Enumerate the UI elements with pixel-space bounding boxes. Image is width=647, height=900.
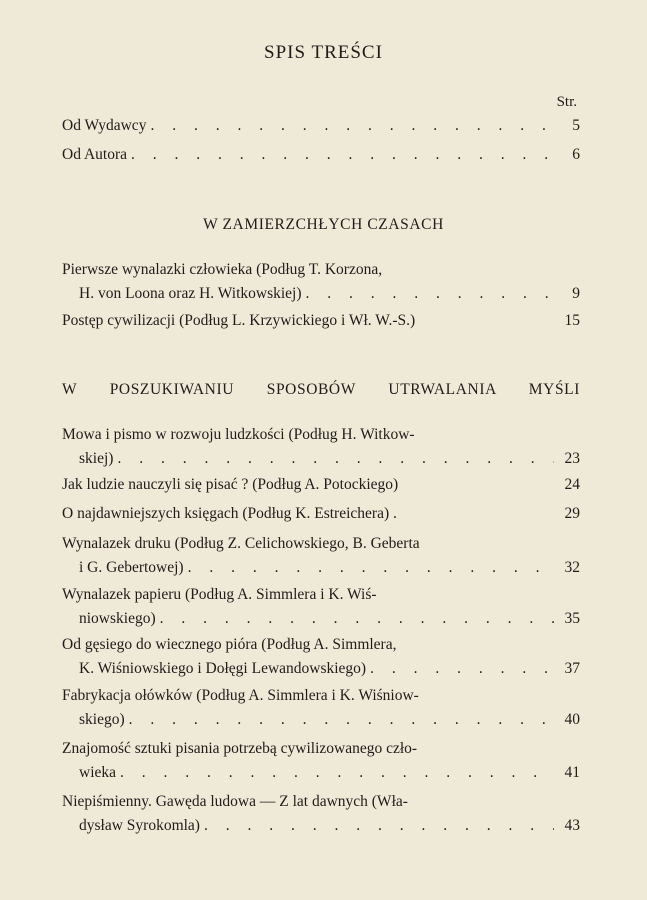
toc-entry-line2: H. von Loona oraz H. Witkowskiej) — [79, 285, 302, 302]
leader-dots — [370, 657, 554, 681]
toc-entry — [62, 473, 580, 497]
toc-entry — [62, 532, 580, 580]
toc-entry-line1: Mowa i pismo w rozwoju ludzkości (Podług H. Witkow- — [62, 426, 415, 443]
toc-entry-page: 15 — [564, 312, 580, 329]
toc-entry-line2: K. Wiśniowskiego i Dołęgi Lewandowskiego) — [79, 660, 367, 677]
section-heading: W POSZUKIWANIU SPOSOBÓW UTRWALANIA MYŚLI — [62, 381, 580, 398]
page-title: SPIS TREŚCI — [264, 42, 383, 63]
leader-dots — [131, 143, 554, 167]
toc-entry-line1: Pierwsze wynalazki człowieka (Podług T. Korzona, — [62, 261, 383, 278]
toc-entry-page: 35 — [564, 610, 580, 627]
toc-entry — [62, 583, 580, 631]
toc-entry-line1: O najdawniejszych księgach (Podług K. Estreichera) . — [62, 505, 397, 522]
toc-entry-line1: Fabrykacja ołówków (Podług A. Simmlera i K. Wiśniow- — [62, 687, 419, 704]
toc-entry-page: 43 — [564, 817, 580, 834]
toc-entry-line1: Od gęsiego do wiecznego pióra (Podług A. Simmlera, — [62, 636, 397, 653]
toc-entry-line2: skiego) — [79, 711, 125, 728]
toc-entry-line1: Znajomość sztuki pisania potrzebą cywilizowanego czło- — [62, 740, 418, 757]
toc-entry — [62, 633, 580, 681]
toc-entry — [62, 737, 580, 785]
leader-dots — [150, 114, 554, 138]
toc-entry-page: 40 — [564, 711, 580, 728]
toc-entry — [62, 790, 580, 838]
toc-entry-od-autora — [62, 143, 580, 167]
toc-entry-line1: Jak ludzie nauczyli się pisać ? (Podług A. Potockiego) — [62, 476, 399, 493]
leader-dots — [160, 607, 554, 631]
leader-dots — [204, 814, 554, 838]
toc-entry-page: 41 — [564, 764, 580, 781]
toc-entry — [62, 502, 580, 526]
toc-entry-line1: Niepiśmienny. Gawęda ludowa — Z lat dawnych (Wła- — [62, 793, 408, 810]
toc-entry-line2: wieka — [79, 764, 117, 781]
leader-dots — [306, 282, 554, 306]
toc-entry-line1: Wynalazek papieru (Podług A. Simmlera i K. Wiś- — [62, 586, 377, 603]
leader-dots — [117, 447, 554, 471]
toc-entry-page: 32 — [564, 559, 580, 576]
toc-entry-label: Od Autora — [62, 146, 128, 163]
leader-dots — [129, 708, 554, 732]
toc-entry-line1: Postęp cywilizacji (Podług L. Krzywickiego i Wł. W.-S.) — [62, 312, 416, 329]
toc-entry-line1: Wynalazek druku (Podług Z. Celichowskiego, B. Geberta — [62, 535, 420, 552]
toc-entry-page: 9 — [572, 285, 580, 302]
toc-entry-od-wydawcy — [62, 114, 580, 138]
toc-entry-page: 24 — [564, 476, 580, 493]
toc-entry-page: 6 — [572, 146, 580, 163]
toc-entry-line2: dysław Syrokomla) — [79, 817, 200, 834]
toc-entry-page: 5 — [572, 117, 580, 134]
toc-entry-page: 29 — [564, 505, 580, 522]
toc-entry-line2: niowskiego) — [79, 610, 156, 627]
toc-entry — [62, 258, 580, 306]
leader-dots — [120, 761, 554, 785]
leader-dots — [188, 556, 554, 580]
toc-entry — [62, 423, 580, 471]
toc-entry — [62, 309, 580, 333]
section-heading: W ZAMIERZCHŁYCH CZASACH — [203, 216, 444, 233]
toc-entry-line2: i G. Gebertowej) — [79, 559, 184, 576]
toc-entry — [62, 684, 580, 732]
toc-entry-page: 37 — [564, 660, 580, 677]
toc-entry-line2: skiej) — [79, 450, 114, 467]
page-column-header: Str. — [556, 94, 577, 110]
toc-entry-label: Od Wydawcy — [62, 117, 147, 134]
toc-entry-page: 23 — [564, 450, 580, 467]
